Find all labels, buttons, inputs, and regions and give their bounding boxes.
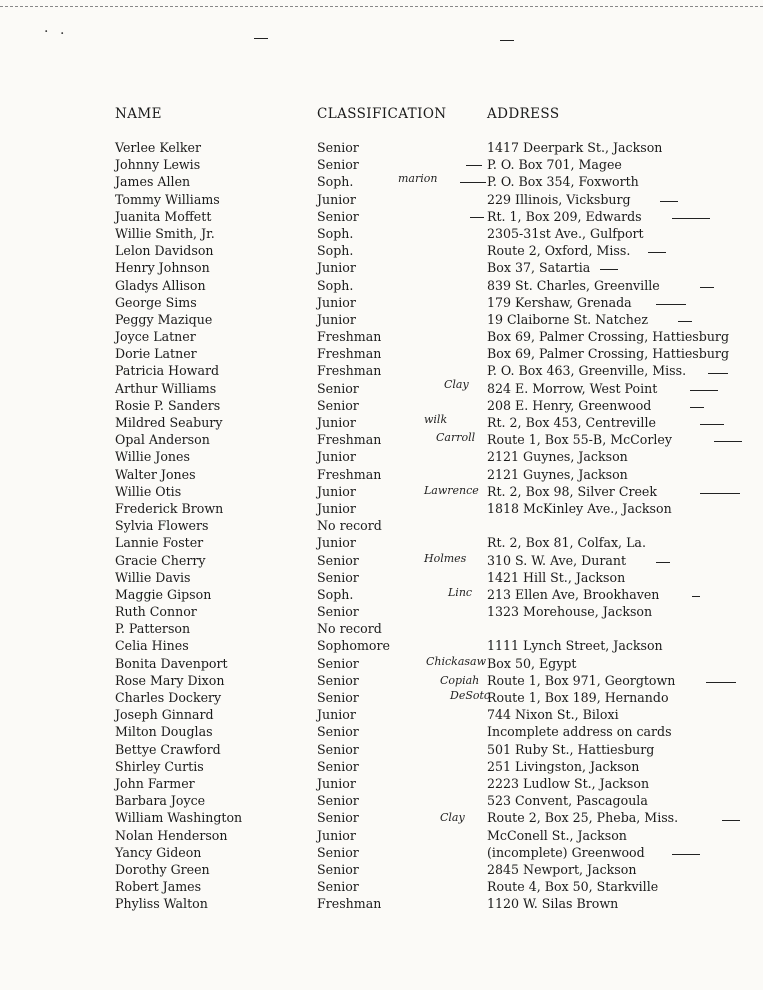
student-row [0, 381, 763, 398]
student-row [0, 776, 763, 793]
student-row [0, 793, 763, 810]
student-row [0, 845, 763, 862]
student-classification: Senior [317, 690, 359, 705]
student-classification: No record [317, 518, 382, 534]
student-address: 2121 Guynes, Jackson [487, 449, 628, 465]
student-classification: Freshman [317, 896, 382, 912]
pen-stroke [714, 441, 742, 442]
student-address: Route 1, Box 189, Hernando [487, 690, 669, 705]
handwritten-note: Clay [440, 810, 465, 824]
student-row [0, 638, 763, 655]
pen-stroke [722, 820, 740, 821]
pen-stroke [460, 182, 486, 183]
student-address: 824 E. Morrow, West Point [487, 380, 658, 396]
student-classification: Senior [317, 140, 359, 155]
student-classification: Senior [317, 397, 359, 413]
handwritten-note: Linc [448, 586, 473, 600]
student-name: Charles Dockery [115, 690, 222, 705]
student-address: 2223 Ludlow St., Jackson [487, 775, 650, 791]
pen-stroke [678, 321, 692, 322]
student-row [0, 295, 763, 312]
student-name: Walter Jones [115, 466, 196, 482]
student-row [0, 484, 763, 501]
student-name: Gracie Cherry [115, 552, 206, 568]
student-row [0, 535, 763, 552]
student-name: Phyliss Walton [115, 896, 208, 912]
student-name: Tommy Williams [115, 191, 220, 207]
student-name: Willie Davis [115, 569, 191, 585]
pen-stroke [700, 493, 740, 494]
student-address: 839 St. Charles, Greenville [487, 277, 660, 293]
student-classification: Soph. [317, 586, 354, 602]
student-address: Box 50, Egypt [487, 655, 577, 671]
student-name: Willie Jones [115, 449, 190, 465]
student-row [0, 656, 763, 673]
student-name: James Allen [115, 174, 191, 190]
pen-stroke [708, 373, 728, 374]
student-name: Yancy Gideon [115, 844, 202, 860]
student-address: (incomplete) Greenwood [487, 844, 645, 860]
student-address: Rt. 2, Box 98, Silver Creek [487, 483, 658, 499]
student-classification: Senior [317, 157, 359, 173]
student-classification: Senior [317, 810, 359, 826]
student-row [0, 363, 763, 380]
student-row [0, 518, 763, 535]
student-classification: Senior [317, 552, 359, 568]
student-classification: Freshman [317, 346, 382, 362]
student-name: Willie Smith, Jr. [115, 225, 215, 241]
student-address: 501 Ruby St., Hattiesburg [487, 741, 655, 757]
pen-stroke [700, 287, 714, 288]
student-row [0, 140, 763, 157]
student-name: Shirley Curtis [115, 758, 204, 774]
student-address: P. O. Box 463, Greenville, Miss. [487, 363, 687, 379]
student-list [0, 140, 763, 913]
student-classification: Senior [317, 604, 359, 620]
student-classification: Junior [317, 294, 356, 310]
student-row [0, 192, 763, 209]
student-name: Gladys Allison [115, 277, 206, 293]
student-classification: Junior [317, 775, 356, 791]
student-address: 2305-31st Ave., Gulfport [487, 225, 644, 241]
student-row [0, 501, 763, 518]
student-classification: Junior [317, 535, 356, 551]
student-name: Rosie P. Sanders [115, 397, 221, 413]
student-name: Joyce Latner [115, 329, 196, 345]
student-classification: Freshman [317, 329, 382, 345]
student-row [0, 432, 763, 449]
student-row [0, 724, 763, 741]
student-address: 1417 Deerpark St., Jackson [487, 140, 663, 155]
student-classification: Senior [317, 879, 359, 895]
student-address: 179 Kershaw, Grenada [487, 294, 632, 310]
page-top-edge [0, 6, 763, 7]
student-address: Route 1, Box 55-B, McCorley [487, 432, 672, 448]
student-address: 1323 Morehouse, Jackson [487, 604, 653, 620]
student-classification: Soph. [317, 174, 354, 190]
column-header-name: NAME [115, 106, 162, 122]
student-address: P. O. Box 354, Foxworth [487, 174, 639, 190]
student-classification: Soph. [317, 277, 354, 293]
pen-stroke [660, 201, 678, 202]
student-classification: Freshman [317, 363, 382, 379]
student-address: 1421 Hill St., Jackson [487, 569, 626, 585]
student-classification: Senior [317, 793, 359, 809]
student-classification: Senior [317, 861, 359, 877]
student-classification: Senior [317, 655, 359, 671]
student-name: Dorie Latner [115, 346, 197, 362]
student-name: Barbara Joyce [115, 793, 206, 809]
stray-mark [254, 38, 268, 39]
student-address: 2121 Guynes, Jackson [487, 466, 628, 482]
student-address: 1120 W. Silas Brown [487, 896, 619, 912]
student-address: 2845 Newport, Jackson [487, 861, 637, 877]
student-classification: Senior [317, 569, 359, 585]
student-classification: Senior [317, 672, 359, 688]
student-classification: Junior [317, 707, 356, 723]
student-row [0, 415, 763, 432]
student-name: Joseph Ginnard [115, 707, 214, 723]
handwritten-note: Clay [444, 377, 469, 391]
student-name: Maggie Gipson [115, 586, 212, 602]
student-row [0, 828, 763, 845]
student-name: Sylvia Flowers [115, 518, 209, 534]
pen-stroke [672, 218, 710, 219]
student-address: 19 Claiborne St. Natchez [487, 311, 648, 327]
handwritten-note: DeSoto [450, 689, 491, 703]
student-classification: Freshman [317, 432, 382, 448]
student-row [0, 174, 763, 191]
student-row [0, 742, 763, 759]
student-name: Lannie Foster [115, 535, 204, 551]
student-row [0, 260, 763, 277]
student-name: George Sims [115, 294, 197, 310]
handwritten-note: wilk [424, 413, 448, 427]
student-name: Peggy Mazique [115, 311, 213, 327]
student-address: McConell St., Jackson [487, 827, 627, 843]
student-name: Patricia Howard [115, 363, 220, 379]
student-row [0, 707, 763, 724]
student-row [0, 570, 763, 587]
student-classification: Freshman [317, 466, 382, 482]
student-address: 229 Illinois, Vicksburg [487, 191, 631, 207]
student-classification: Senior [317, 724, 359, 740]
student-name: John Farmer [115, 775, 195, 791]
student-name: Johnny Lewis [115, 157, 201, 173]
student-address: Box 69, Palmer Crossing, Hattiesburg [487, 329, 730, 345]
student-name: Henry Johnson [115, 260, 210, 276]
student-row [0, 896, 763, 913]
student-classification: Soph. [317, 243, 354, 259]
student-row [0, 879, 763, 896]
student-row [0, 621, 763, 638]
student-name: Bonita Davenport [115, 655, 228, 671]
student-name: Celia Hines [115, 638, 189, 654]
student-classification: Senior [317, 741, 359, 757]
pen-stroke [672, 854, 700, 855]
student-address: 1111 Lynch Street, Jackson [487, 638, 663, 654]
student-row [0, 810, 763, 827]
student-row [0, 862, 763, 879]
student-row [0, 329, 763, 346]
student-classification: Junior [317, 191, 356, 207]
student-address: 523 Convent, Pascagoula [487, 793, 648, 809]
student-classification: Senior [317, 758, 359, 774]
student-classification: Junior [317, 415, 356, 430]
student-row [0, 587, 763, 604]
handwritten-note: Carroll [436, 431, 476, 445]
student-address: 208 E. Henry, Greenwood [487, 397, 652, 413]
column-header-address: ADDRESS [487, 106, 560, 122]
student-row [0, 604, 763, 621]
student-name: Juanita Moffett [115, 208, 212, 224]
student-row [0, 690, 763, 707]
student-address: Rt. 2, Box 453, Centreville [487, 415, 656, 430]
student-classification: Junior [317, 483, 356, 499]
pen-stroke [656, 562, 670, 563]
handwritten-note: marion [398, 172, 438, 186]
pen-stroke [466, 165, 482, 166]
student-name: Bettye Crawford [115, 741, 221, 757]
student-row [0, 278, 763, 295]
student-name: Willie Otis [115, 483, 182, 499]
student-row [0, 673, 763, 690]
student-classification: Senior [317, 208, 359, 224]
student-address: P. O. Box 701, Magee [487, 157, 622, 173]
student-classification: No record [317, 621, 382, 637]
student-address: Box 69, Palmer Crossing, Hattiesburg [487, 346, 730, 362]
student-classification: Senior [317, 844, 359, 860]
speck-mark: · [60, 26, 65, 42]
student-row [0, 346, 763, 363]
student-name: Frederick Brown [115, 500, 224, 516]
student-row [0, 759, 763, 776]
student-name: Lelon Davidson [115, 243, 214, 259]
student-address: Route 4, Box 50, Starkville [487, 879, 659, 895]
student-row [0, 553, 763, 570]
student-address: 310 S. W. Ave, Durant [487, 552, 627, 568]
stray-mark [500, 40, 514, 41]
student-classification: Junior [317, 260, 356, 276]
handwritten-note: Holmes [424, 551, 467, 565]
pen-stroke [690, 390, 718, 391]
student-name: Ruth Connor [115, 604, 197, 620]
student-address: 213 Ellen Ave, Brookhaven [487, 586, 660, 602]
student-name: Robert James [115, 879, 202, 895]
student-address: Box 37, Satartia [487, 260, 591, 276]
pen-stroke [470, 217, 484, 218]
student-classification: Soph. [317, 225, 354, 241]
student-row [0, 449, 763, 466]
pen-stroke [706, 682, 736, 683]
student-address: Route 1, Box 971, Georgtown [487, 672, 676, 688]
student-name: Arthur Williams [115, 380, 217, 396]
student-row [0, 398, 763, 415]
student-row [0, 226, 763, 243]
pen-stroke [690, 407, 704, 408]
student-row [0, 312, 763, 329]
student-address: 744 Nixon St., Biloxi [487, 707, 619, 723]
student-name: Milton Douglas [115, 724, 213, 740]
student-classification: Senior [317, 380, 359, 396]
student-name: Rose Mary Dixon [115, 672, 225, 688]
student-address: 1818 McKinley Ave., Jackson [487, 500, 672, 516]
student-row [0, 209, 763, 226]
pen-stroke [700, 424, 724, 425]
student-classification: Junior [317, 311, 356, 327]
student-address: Route 2, Oxford, Miss. [487, 243, 631, 259]
handwritten-note: Copiah [440, 674, 480, 688]
student-address: Rt. 2, Box 81, Colfax, La. [487, 535, 646, 551]
student-name: William Washington [115, 810, 243, 826]
student-address: 251 Livingston, Jackson [487, 758, 640, 774]
pen-stroke [600, 269, 618, 270]
student-name: Opal Anderson [115, 432, 210, 448]
pen-stroke [656, 304, 686, 305]
student-name: P. Patterson [115, 621, 191, 637]
student-name: Nolan Henderson [115, 827, 228, 843]
student-classification: Junior [317, 449, 356, 465]
student-classification: Sophomore [317, 638, 390, 654]
pen-stroke [648, 252, 666, 253]
speck-mark: · [44, 24, 49, 40]
student-address: Rt. 1, Box 209, Edwards [487, 208, 642, 224]
student-address: Route 2, Box 25, Pheba, Miss. [487, 810, 679, 826]
student-row [0, 467, 763, 484]
student-name: Dorothy Green [115, 861, 210, 877]
column-header-classification: CLASSIFICATION [317, 106, 447, 122]
student-address: Incomplete address on cards [487, 724, 672, 740]
student-row [0, 157, 763, 174]
pen-stroke [692, 596, 700, 597]
student-name: Mildred Seabury [115, 415, 223, 430]
student-classification: Junior [317, 500, 356, 516]
student-name: Verlee Kelker [115, 140, 202, 155]
handwritten-note: Chickasaw [426, 655, 487, 668]
student-classification: Junior [317, 827, 356, 843]
handwritten-note: Lawrence [424, 484, 479, 497]
